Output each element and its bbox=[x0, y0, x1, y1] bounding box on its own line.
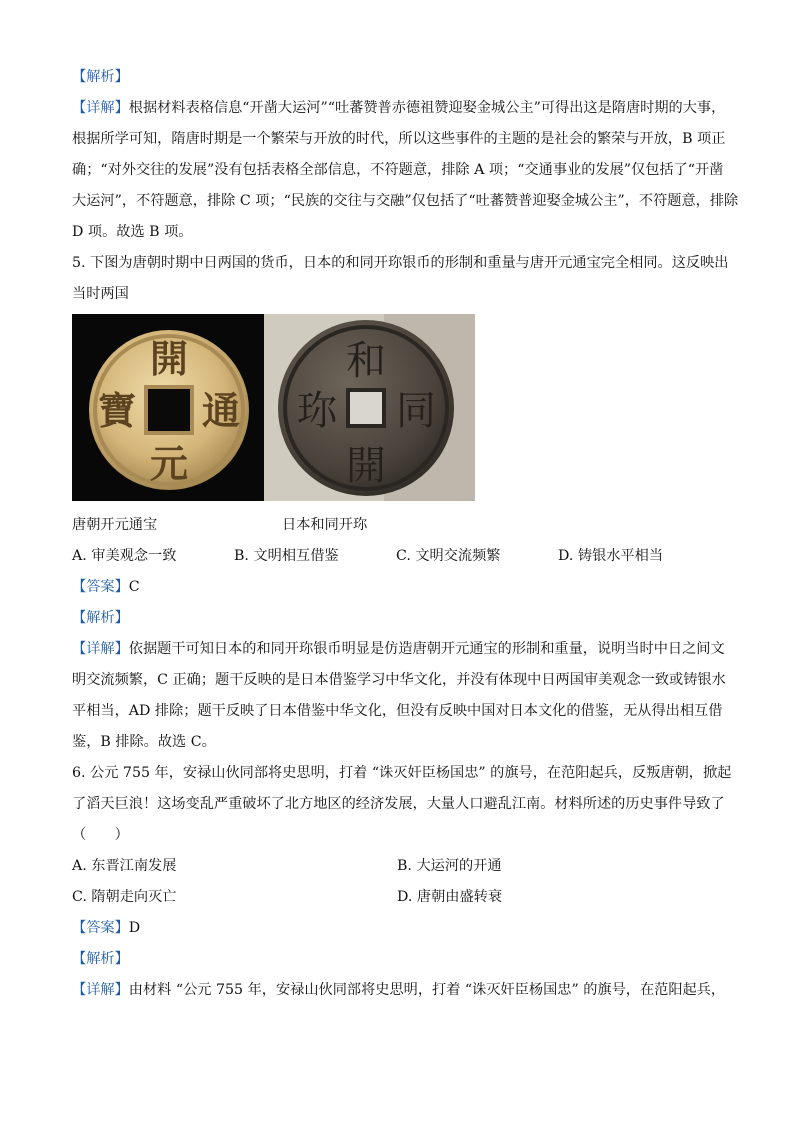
document-page bbox=[72, 62, 739, 1006]
question-6-options-row bbox=[72, 882, 722, 913]
option-b: B. 文明相互借鉴 bbox=[234, 548, 339, 564]
answer-line bbox=[72, 913, 722, 944]
coin-captions bbox=[72, 510, 722, 541]
detail-line: 平相当，AD 排除；题干反映了日本借鉴中华文化，但没有反映中国对日本文化的借鉴，无从得出相互借 bbox=[72, 703, 723, 719]
detail-line: 确；“对外交往的发展”没有包括表格全部信息，不符题意，排除 A 项；“交通事业的发展”仅包括了“开凿 bbox=[72, 162, 724, 178]
coin-char: 通 bbox=[201, 388, 241, 433]
question-6-stem: 6. 公元 755 年，安禄山伙同部将史思明，打着 “诛灭奸臣杨国忠” 的旗号，在范阳起兵，反叛唐朝，掀起 bbox=[72, 765, 732, 781]
analysis-label: 【解析】 bbox=[72, 610, 129, 626]
caption-wado: 日本和同开珎 bbox=[282, 517, 368, 533]
option-d: D. 唐朝由盛转衰 bbox=[397, 889, 503, 905]
coin-char: 元 bbox=[149, 441, 189, 486]
detail-line: 鉴，B 排除。故选 C。 bbox=[72, 734, 216, 750]
coin-char: 寶 bbox=[97, 388, 137, 433]
answer-value: C bbox=[128, 579, 140, 595]
coin-char: 同 bbox=[396, 388, 436, 434]
detail-line: 【详解】根据材料表格信息“开凿大运河”“吐蕃赞普赤德祖赞迎娶金城公主”可得出这是隋唐时期的大事， bbox=[72, 100, 726, 116]
answer-value: D bbox=[128, 920, 141, 936]
detail-line: 根据所学可知，隋唐时期是一个繁荣与开放的时代，所以这些事件的主题的是社会的繁荣与开放，B 项正 bbox=[72, 131, 726, 147]
detail-line: 明交流频繁，C 正确；题干反映的是日本借鉴学习中华文化，并没有体现中日两国审美观念一致或铸银水 bbox=[72, 672, 726, 688]
option-c: C. 文明交流频繁 bbox=[396, 548, 501, 564]
coin-char: 開 bbox=[149, 336, 189, 381]
detail-label: 【详解】 bbox=[72, 641, 129, 657]
option-c: C. 隋朝走向灭亡 bbox=[72, 889, 177, 905]
coin-char: 珎 bbox=[297, 388, 337, 434]
option-d: D. 铸银水平相当 bbox=[558, 548, 664, 564]
question-6-stem: 了滔天巨浪！这场变乱严重破坏了北方地区的经济发展，大量人口避乱江南。材料所述的历史事件导致了 bbox=[72, 796, 725, 812]
question-5-options bbox=[72, 541, 722, 572]
detail-line: 【详解】依据题干可知日本的和同开珎银币明显是仿造唐朝开元通宝的形制和重量，说明当时中日之间文 bbox=[72, 641, 725, 657]
detail-line: 【详解】由材料 “公元 755 年，安禄山伙同部将史思明，打着 “诛灭奸臣杨国忠” 的旗号，在范阳起兵， bbox=[72, 982, 726, 998]
detail-line: D 项。故选 B 项。 bbox=[72, 224, 193, 240]
question-6-stem: （ ） bbox=[72, 827, 129, 843]
option-a: A. 审美观念一致 bbox=[72, 548, 177, 564]
coin-char: 和 bbox=[346, 338, 386, 384]
kaiyuan-tongbao-coin-photo bbox=[72, 314, 264, 501]
answer-label: 【答案】 bbox=[72, 920, 129, 936]
answer-line bbox=[72, 572, 722, 603]
caption-kaiyuan: 唐朝开元通宝 bbox=[72, 517, 158, 533]
detail-label: 【详解】 bbox=[72, 982, 129, 998]
question-5-stem: 5. 下图为唐朝时期中日两国的货币，日本的和同开珎银币的形制和重量与唐开元通宝完全相同。这反映出 bbox=[72, 255, 729, 271]
question-5-stem: 当时两国 bbox=[72, 286, 129, 302]
coin-images bbox=[72, 314, 722, 510]
question-6-options-row bbox=[72, 851, 722, 882]
detail-label: 【详解】 bbox=[72, 100, 129, 116]
coin-char: 開 bbox=[346, 443, 386, 489]
option-b: B. 大运河的开通 bbox=[397, 858, 502, 874]
wado-kaichin-coin-photo bbox=[264, 314, 475, 501]
answer-label: 【答案】 bbox=[72, 579, 129, 595]
detail-line: 大运河”，不符题意，排除 C 项；“民族的交往与交融”仅包括了“吐蕃赞普迎娶金城公主”，不符题意，排除 bbox=[72, 193, 739, 209]
analysis-label: 【解析】 bbox=[72, 69, 129, 85]
option-a: A. 东晋江南发展 bbox=[72, 858, 177, 874]
analysis-label: 【解析】 bbox=[72, 951, 129, 967]
